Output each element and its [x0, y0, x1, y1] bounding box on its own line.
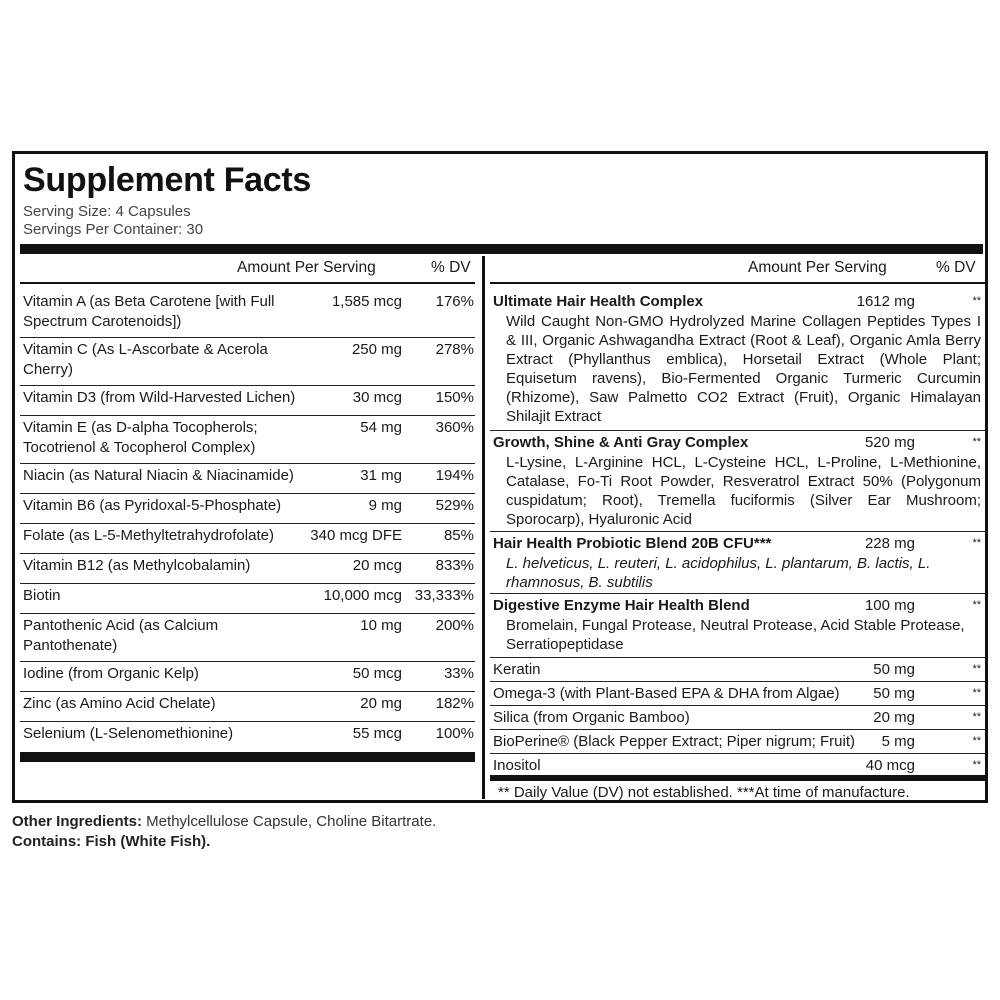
panel-title: Supplement Facts	[23, 161, 312, 199]
nutrient-dv: 200%	[435, 617, 474, 634]
nutrient-dv: 833%	[435, 557, 474, 574]
other-ingredients-label: Other Ingredients:	[12, 813, 143, 830]
supplement-facts-panel	[12, 151, 988, 803]
blend-description: Bromelain, Fungal Protease, Neutral Protease, Acid Stable Protease, Serratiopeptidase	[506, 617, 965, 653]
blend-amount: 228 mg	[864, 535, 915, 552]
nutrient-name: Vitamin D3 (from Wild-Harvested Lichen)	[23, 389, 296, 406]
nutrient-row	[20, 554, 475, 584]
nutrient-dv: 100%	[435, 725, 474, 742]
nutrient-row	[20, 464, 475, 494]
nutrient-amount: 10,000 mcg	[323, 587, 402, 604]
nutrient-name: Vitamin A (as Beta Carotene [with Full Spectrum Carotenoids])	[23, 293, 275, 330]
other-ingredients-text: Methylcellulose Capsule, Choline Bitartrate.	[142, 813, 437, 830]
nutrient-name: Vitamin E (as D-alpha Tocopherols; Tocotrienol & Tocopherol Complex)	[23, 419, 258, 456]
blend-description: L. helveticus, L. reuteri, L. acidophilus, L. plantarum, B. lactis, L. rhamnosus, B. subtilis	[506, 555, 931, 591]
ingredient-dv: **	[972, 663, 981, 675]
blend-amount: 1612 mg	[856, 293, 915, 310]
blend-dv: **	[972, 537, 981, 549]
nutrient-row	[20, 416, 475, 464]
ingredient-name: BioPerine® (Black Pepper Extract; Piper nigrum; Fruit)	[493, 733, 856, 750]
nutrient-dv: 33%	[443, 665, 474, 682]
nutrient-amount: 55 mcg	[352, 725, 402, 742]
ingredient-row	[490, 730, 985, 754]
nutrient-name: Vitamin B12 (as Methylcobalamin)	[23, 557, 251, 574]
ingredient-dv: **	[972, 759, 981, 771]
nutrient-name: Niacin (as Natural Niacin & Niacinamide)	[23, 467, 294, 484]
blend-description: Wild Caught Non-GMO Hydrolyzed Marine Collagen Peptides Types I & III, Organic Ashwagandha Extract (Root & Leaf), Organic Amla Berry Extract (Phyllanthus emblica), Horsetail Extract (Whole Plant; Equisetum ravens), Bio-Fermented Organic Turmeric Curcumin (Rhizome), Saw Palmetto CO2 Extract (Fruit), Organic Himalayan Shilajit Extract	[506, 313, 981, 425]
ingredient-amount: 5 mg	[881, 733, 915, 750]
nutrient-name: Zinc (as Amino Acid Chelate)	[23, 695, 216, 712]
nutrient-amount: 30 mcg	[352, 389, 402, 406]
blend-name: Growth, Shine & Anti Gray Complex	[493, 434, 749, 451]
nutrient-row	[20, 338, 475, 386]
ingredient-name: Keratin	[493, 661, 541, 678]
blend-name: Ultimate Hair Health Complex	[493, 293, 704, 310]
nutrient-amount: 54 mg	[360, 419, 402, 436]
blend-row	[490, 532, 985, 594]
nutrient-amount: 31 mg	[360, 467, 402, 484]
nutrient-dv: 360%	[435, 419, 474, 436]
nutrient-dv: 85%	[443, 527, 474, 544]
nutrient-dv: 278%	[435, 341, 474, 358]
ingredient-name: Silica (from Organic Bamboo)	[493, 709, 690, 726]
ingredient-row	[490, 706, 985, 730]
servings-per-container: Servings Per Container: 30	[23, 221, 204, 238]
ingredient-row	[490, 682, 985, 706]
nutrient-name: Biotin	[23, 587, 61, 604]
ingredient-dv: **	[972, 687, 981, 699]
nutrient-row	[20, 584, 475, 614]
ingredient-amount: 20 mg	[873, 709, 915, 726]
ingredient-dv: **	[972, 735, 981, 747]
nutrient-row	[20, 494, 475, 524]
blend-dv: **	[972, 295, 981, 307]
nutrient-amount: 10 mg	[360, 617, 402, 634]
blend-amount: 520 mg	[864, 434, 915, 451]
blend-row	[490, 290, 985, 431]
blend-amount: 100 mg	[864, 597, 915, 614]
blend-description: L-Lysine, L-Arginine HCL, L-Cysteine HCL, L-Proline, L-Methionine, Catalase, Fo-Ti Root Powder, Resveratrol Extract 50% (Polygonum cuspidatum; Root), Tremella fuciformis (Silver Ear Mushroom; Sporocarp), Hyaluronic Acid	[506, 454, 981, 528]
nutrient-amount: 50 mcg	[352, 665, 402, 682]
blend-dv: **	[972, 599, 981, 611]
contains-label: Contains:	[12, 833, 82, 850]
nutrient-dv: 182%	[435, 695, 474, 712]
nutrient-name: Selenium (L-Selenomethionine)	[23, 725, 234, 742]
ingredient-dv: **	[972, 711, 981, 723]
nutrient-dv: 529%	[435, 497, 474, 514]
nutrient-name: Iodine (from Organic Kelp)	[23, 665, 199, 682]
top-thick-rule	[20, 244, 983, 254]
left-bottom-thick-rule	[20, 752, 475, 762]
left-header-rule	[20, 282, 475, 284]
left-dv-header: % DV	[431, 259, 471, 276]
nutrient-row	[20, 524, 475, 554]
nutrient-amount: 20 mg	[360, 695, 402, 712]
left-amount-header: Amount Per Serving	[237, 259, 376, 276]
ingredient-row	[490, 658, 985, 682]
nutrient-amount: 1,585 mcg	[331, 293, 402, 310]
blend-row	[490, 431, 985, 532]
column-divider	[482, 256, 485, 799]
nutrient-row	[20, 692, 475, 722]
right-header-rule	[490, 282, 985, 284]
right-bottom-thick-rule	[490, 775, 985, 781]
blend-dv: **	[972, 436, 981, 448]
nutrient-amount: 20 mcg	[352, 557, 402, 574]
nutrient-name: Vitamin B6 (as Pyridoxal-5-Phosphate)	[23, 497, 282, 514]
ingredient-amount: 40 mcg	[865, 757, 915, 774]
nutrient-amount: 250 mg	[351, 341, 402, 358]
nutrient-dv: 150%	[435, 389, 474, 406]
footnote: ** Daily Value (DV) not established. ***At time of manufacture.	[498, 784, 910, 801]
nutrient-name: Vitamin C (As L-Ascorbate & Acerola Cherry)	[23, 341, 268, 378]
nutrient-dv: 33,333%	[414, 587, 474, 604]
nutrient-dv: 176%	[435, 293, 474, 310]
serving-size: Serving Size: 4 Capsules	[23, 203, 191, 220]
right-dv-header: % DV	[936, 259, 976, 276]
contains-text: Fish (White Fish).	[81, 833, 211, 850]
blend-name: Digestive Enzyme Hair Health Blend	[493, 597, 750, 614]
other-ingredients	[12, 812, 436, 831]
right-amount-header: Amount Per Serving	[748, 259, 887, 276]
nutrient-row	[20, 722, 475, 752]
nutrient-amount: 340 mcg DFE	[310, 527, 402, 544]
contains-statement	[12, 832, 210, 851]
ingredient-name: Omega-3 (with Plant-Based EPA & DHA from Algae)	[493, 685, 840, 702]
nutrient-amount: 9 mg	[368, 497, 402, 514]
blend-row	[490, 594, 985, 658]
nutrient-row	[20, 290, 475, 338]
nutrient-dv: 194%	[435, 467, 474, 484]
nutrient-name: Pantothenic Acid (as Calcium Pantothenate)	[23, 617, 219, 654]
blend-name: Hair Health Probiotic Blend 20B CFU***	[493, 535, 772, 552]
nutrient-row	[20, 662, 475, 692]
ingredient-amount: 50 mg	[873, 685, 915, 702]
nutrient-row	[20, 386, 475, 416]
ingredient-amount: 50 mg	[873, 661, 915, 678]
ingredient-name: Inositol	[493, 757, 541, 774]
nutrient-name: Folate (as L-5-Methyltetrahydrofolate)	[23, 527, 274, 544]
nutrient-row	[20, 614, 475, 662]
